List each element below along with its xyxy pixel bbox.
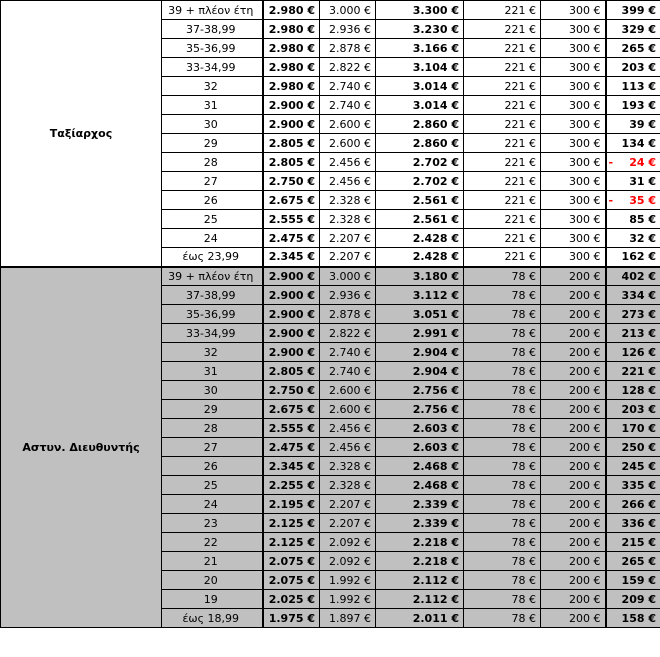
base-salary-cell: 2.878 € — [320, 39, 376, 58]
base-salary-cell: 2.600 € — [320, 115, 376, 134]
base-salary-cell: 2.822 € — [320, 58, 376, 77]
new-salary-cell: 3.300 € — [376, 1, 464, 20]
current-salary-cell: 2.125 € — [263, 514, 320, 533]
difference-cell: 193 € — [606, 96, 660, 115]
difference-cell: 265 € — [606, 552, 660, 571]
years-cell: 30 — [162, 115, 263, 134]
current-salary-cell: 2.805 € — [263, 134, 320, 153]
difference-value: 35 € — [629, 193, 656, 207]
new-salary-cell: 2.603 € — [376, 438, 464, 457]
allowance-cell: 221 € — [464, 1, 541, 20]
negative-sign: - — [608, 193, 614, 207]
bonus-cell: 300 € — [541, 96, 606, 115]
years-cell: 30 — [162, 381, 263, 400]
bonus-cell: 200 € — [541, 362, 606, 381]
bonus-cell: 300 € — [541, 39, 606, 58]
years-cell: 22 — [162, 533, 263, 552]
difference-cell: 159 € — [606, 571, 660, 590]
difference-cell: 203 € — [606, 58, 660, 77]
allowance-cell: 78 € — [464, 419, 541, 438]
base-salary-cell: 2.936 € — [320, 286, 376, 305]
difference-cell: 170 € — [606, 419, 660, 438]
base-salary-cell: 3.000 € — [320, 1, 376, 20]
allowance-cell: 78 € — [464, 362, 541, 381]
difference-cell: 128 € — [606, 381, 660, 400]
new-salary-cell: 3.014 € — [376, 96, 464, 115]
current-salary-cell: 2.125 € — [263, 533, 320, 552]
current-salary-cell: 2.900 € — [263, 115, 320, 134]
new-salary-cell: 2.112 € — [376, 590, 464, 609]
base-salary-cell: 2.456 € — [320, 172, 376, 191]
base-salary-cell: 2.092 € — [320, 533, 376, 552]
base-salary-cell: 2.328 € — [320, 191, 376, 210]
allowance-cell: 78 € — [464, 438, 541, 457]
bonus-cell: 300 € — [541, 229, 606, 248]
current-salary-cell: 2.980 € — [263, 58, 320, 77]
bonus-cell: 200 € — [541, 590, 606, 609]
years-cell: 27 — [162, 172, 263, 191]
allowance-cell: 221 € — [464, 96, 541, 115]
new-salary-cell: 3.104 € — [376, 58, 464, 77]
years-cell: 24 — [162, 495, 263, 514]
new-salary-cell: 2.561 € — [376, 210, 464, 229]
bonus-cell: 200 € — [541, 419, 606, 438]
years-cell: έως 18,99 — [162, 609, 263, 628]
allowance-cell: 221 € — [464, 134, 541, 153]
new-salary-cell: 2.339 € — [376, 495, 464, 514]
current-salary-cell: 2.980 € — [263, 39, 320, 58]
new-salary-cell: 2.218 € — [376, 533, 464, 552]
current-salary-cell: 2.900 € — [263, 305, 320, 324]
allowance-cell: 78 € — [464, 609, 541, 628]
bonus-cell: 200 € — [541, 381, 606, 400]
allowance-cell: 78 € — [464, 590, 541, 609]
years-cell: 33-34,99 — [162, 58, 263, 77]
bonus-cell: 300 € — [541, 210, 606, 229]
years-cell: 35-36,99 — [162, 39, 263, 58]
current-salary-cell: 2.980 € — [263, 1, 320, 20]
new-salary-cell: 2.756 € — [376, 400, 464, 419]
base-salary-cell: 2.207 € — [320, 248, 376, 267]
bonus-cell: 300 € — [541, 191, 606, 210]
new-salary-cell: 2.428 € — [376, 248, 464, 267]
base-salary-cell: 2.092 € — [320, 552, 376, 571]
years-cell: 25 — [162, 210, 263, 229]
years-cell: 33-34,99 — [162, 324, 263, 343]
years-cell: 32 — [162, 77, 263, 96]
base-salary-cell: 2.328 € — [320, 476, 376, 495]
rank-cell: Αστυν. Διευθυντής — [1, 267, 162, 628]
current-salary-cell: 2.555 € — [263, 419, 320, 438]
bonus-cell: 200 € — [541, 400, 606, 419]
difference-cell: 158 € — [606, 609, 660, 628]
difference-cell: 245 € — [606, 457, 660, 476]
difference-cell: 273 € — [606, 305, 660, 324]
bonus-cell: 200 € — [541, 495, 606, 514]
new-salary-cell: 2.339 € — [376, 514, 464, 533]
allowance-cell: 78 € — [464, 571, 541, 590]
new-salary-cell: 2.904 € — [376, 343, 464, 362]
allowance-cell: 221 € — [464, 77, 541, 96]
difference-cell: 203 € — [606, 400, 660, 419]
difference-cell: 32 € — [606, 229, 660, 248]
difference-cell: 215 € — [606, 533, 660, 552]
base-salary-cell: 2.328 € — [320, 210, 376, 229]
bonus-cell: 200 € — [541, 514, 606, 533]
base-salary-cell: 1.897 € — [320, 609, 376, 628]
difference-cell — [606, 153, 660, 172]
new-salary-cell: 3.180 € — [376, 267, 464, 286]
salary-table-body — [1, 1, 660, 628]
bonus-cell: 200 € — [541, 305, 606, 324]
new-salary-cell: 2.702 € — [376, 172, 464, 191]
base-salary-cell: 2.740 € — [320, 362, 376, 381]
allowance-cell: 221 € — [464, 153, 541, 172]
current-salary-cell: 2.675 € — [263, 191, 320, 210]
bonus-cell: 200 € — [541, 552, 606, 571]
base-salary-cell: 2.822 € — [320, 324, 376, 343]
current-salary-cell: 1.975 € — [263, 609, 320, 628]
current-salary-cell: 2.195 € — [263, 495, 320, 514]
base-salary-cell: 2.936 € — [320, 20, 376, 39]
new-salary-cell: 2.904 € — [376, 362, 464, 381]
years-cell: 25 — [162, 476, 263, 495]
bonus-cell: 300 € — [541, 134, 606, 153]
base-salary-cell: 2.207 € — [320, 514, 376, 533]
years-cell: 31 — [162, 362, 263, 381]
years-cell: 39 + πλέον έτη — [162, 267, 263, 286]
bonus-cell: 300 € — [541, 153, 606, 172]
current-salary-cell: 2.075 € — [263, 552, 320, 571]
current-salary-cell: 2.675 € — [263, 400, 320, 419]
bonus-cell: 200 € — [541, 324, 606, 343]
bonus-cell: 200 € — [541, 438, 606, 457]
current-salary-cell: 2.345 € — [263, 248, 320, 267]
allowance-cell: 78 € — [464, 286, 541, 305]
new-salary-cell: 2.991 € — [376, 324, 464, 343]
base-salary-cell: 2.740 € — [320, 343, 376, 362]
allowance-cell: 78 € — [464, 267, 541, 286]
new-salary-cell: 2.112 € — [376, 571, 464, 590]
years-cell: 28 — [162, 153, 263, 172]
allowance-cell: 221 € — [464, 20, 541, 39]
base-salary-cell: 2.600 € — [320, 400, 376, 419]
difference-cell: 31 € — [606, 172, 660, 191]
new-salary-cell: 3.014 € — [376, 77, 464, 96]
difference-cell: 329 € — [606, 20, 660, 39]
current-salary-cell: 2.900 € — [263, 286, 320, 305]
bonus-cell: 200 € — [541, 571, 606, 590]
difference-value: 24 € — [629, 155, 656, 169]
new-salary-cell: 2.428 € — [376, 229, 464, 248]
new-salary-cell: 2.603 € — [376, 419, 464, 438]
allowance-cell: 78 € — [464, 533, 541, 552]
difference-cell: 265 € — [606, 39, 660, 58]
bonus-cell: 200 € — [541, 533, 606, 552]
new-salary-cell: 2.860 € — [376, 115, 464, 134]
bonus-cell: 200 € — [541, 286, 606, 305]
difference-cell: 266 € — [606, 495, 660, 514]
new-salary-cell: 2.468 € — [376, 457, 464, 476]
base-salary-cell: 2.600 € — [320, 134, 376, 153]
bonus-cell: 300 € — [541, 248, 606, 267]
difference-cell: 335 € — [606, 476, 660, 495]
current-salary-cell: 2.475 € — [263, 438, 320, 457]
current-salary-cell: 2.075 € — [263, 571, 320, 590]
base-salary-cell: 3.000 € — [320, 267, 376, 286]
bonus-cell: 200 € — [541, 343, 606, 362]
current-salary-cell: 2.255 € — [263, 476, 320, 495]
base-salary-cell: 2.740 € — [320, 77, 376, 96]
years-cell: 39 + πλέον έτη — [162, 1, 263, 20]
bonus-cell: 300 € — [541, 20, 606, 39]
current-salary-cell: 2.980 € — [263, 77, 320, 96]
allowance-cell: 78 € — [464, 552, 541, 571]
new-salary-cell: 2.860 € — [376, 134, 464, 153]
allowance-cell: 78 € — [464, 495, 541, 514]
difference-cell: 334 € — [606, 286, 660, 305]
current-salary-cell: 2.980 € — [263, 20, 320, 39]
base-salary-cell: 2.456 € — [320, 153, 376, 172]
difference-cell: 39 € — [606, 115, 660, 134]
new-salary-cell: 2.468 € — [376, 476, 464, 495]
allowance-cell: 221 € — [464, 39, 541, 58]
current-salary-cell: 2.555 € — [263, 210, 320, 229]
allowance-cell: 221 € — [464, 229, 541, 248]
table-row — [1, 267, 660, 286]
allowance-cell: 78 € — [464, 343, 541, 362]
current-salary-cell: 2.900 € — [263, 96, 320, 115]
bonus-cell: 300 € — [541, 77, 606, 96]
allowance-cell: 221 € — [464, 172, 541, 191]
difference-cell: 113 € — [606, 77, 660, 96]
current-salary-cell: 2.900 € — [263, 343, 320, 362]
new-salary-cell: 2.011 € — [376, 609, 464, 628]
bonus-cell: 200 € — [541, 457, 606, 476]
years-cell: 32 — [162, 343, 263, 362]
years-cell: 37-38,99 — [162, 20, 263, 39]
allowance-cell: 78 € — [464, 381, 541, 400]
new-salary-cell: 2.702 € — [376, 153, 464, 172]
current-salary-cell: 2.805 € — [263, 362, 320, 381]
difference-cell — [606, 191, 660, 210]
years-cell: 35-36,99 — [162, 305, 263, 324]
allowance-cell: 78 € — [464, 457, 541, 476]
allowance-cell: 221 € — [464, 191, 541, 210]
current-salary-cell: 2.900 € — [263, 267, 320, 286]
difference-cell: 162 € — [606, 248, 660, 267]
base-salary-cell: 2.207 € — [320, 229, 376, 248]
allowance-cell: 221 € — [464, 210, 541, 229]
allowance-cell: 78 € — [464, 324, 541, 343]
difference-cell: 221 € — [606, 362, 660, 381]
years-cell: έως 23,99 — [162, 248, 263, 267]
current-salary-cell: 2.345 € — [263, 457, 320, 476]
allowance-cell: 78 € — [464, 305, 541, 324]
years-cell: 29 — [162, 400, 263, 419]
years-cell: 28 — [162, 419, 263, 438]
new-salary-cell: 2.218 € — [376, 552, 464, 571]
allowance-cell: 221 € — [464, 248, 541, 267]
years-cell: 20 — [162, 571, 263, 590]
difference-cell: 209 € — [606, 590, 660, 609]
allowance-cell: 221 € — [464, 115, 541, 134]
base-salary-cell: 2.878 € — [320, 305, 376, 324]
rank-cell: Ταξίαρχος — [1, 1, 162, 267]
difference-cell: 336 € — [606, 514, 660, 533]
years-cell: 24 — [162, 229, 263, 248]
years-cell: 37-38,99 — [162, 286, 263, 305]
negative-sign: - — [608, 155, 614, 169]
base-salary-cell: 2.456 € — [320, 438, 376, 457]
allowance-cell: 78 € — [464, 514, 541, 533]
allowance-cell: 78 € — [464, 400, 541, 419]
difference-cell: 134 € — [606, 134, 660, 153]
current-salary-cell: 2.805 € — [263, 153, 320, 172]
base-salary-cell: 2.456 € — [320, 419, 376, 438]
base-salary-cell: 2.328 € — [320, 457, 376, 476]
current-salary-cell: 2.900 € — [263, 324, 320, 343]
bonus-cell: 200 € — [541, 267, 606, 286]
base-salary-cell: 2.740 € — [320, 96, 376, 115]
years-cell: 31 — [162, 96, 263, 115]
base-salary-cell: 2.600 € — [320, 381, 376, 400]
years-cell: 19 — [162, 590, 263, 609]
current-salary-cell: 2.750 € — [263, 381, 320, 400]
difference-cell: 250 € — [606, 438, 660, 457]
difference-cell: 399 € — [606, 1, 660, 20]
new-salary-cell: 3.112 € — [376, 286, 464, 305]
years-cell: 23 — [162, 514, 263, 533]
bonus-cell: 300 € — [541, 115, 606, 134]
new-salary-cell: 2.561 € — [376, 191, 464, 210]
years-cell: 21 — [162, 552, 263, 571]
difference-cell: 213 € — [606, 324, 660, 343]
base-salary-cell: 2.207 € — [320, 495, 376, 514]
allowance-cell: 221 € — [464, 58, 541, 77]
bonus-cell: 300 € — [541, 58, 606, 77]
years-cell: 26 — [162, 191, 263, 210]
bonus-cell: 300 € — [541, 1, 606, 20]
current-salary-cell: 2.750 € — [263, 172, 320, 191]
years-cell: 29 — [162, 134, 263, 153]
bonus-cell: 200 € — [541, 476, 606, 495]
base-salary-cell: 1.992 € — [320, 571, 376, 590]
difference-cell: 85 € — [606, 210, 660, 229]
current-salary-cell: 2.025 € — [263, 590, 320, 609]
years-cell: 27 — [162, 438, 263, 457]
difference-cell: 402 € — [606, 267, 660, 286]
current-salary-cell: 2.475 € — [263, 229, 320, 248]
base-salary-cell: 1.992 € — [320, 590, 376, 609]
bonus-cell: 200 € — [541, 609, 606, 628]
difference-cell: 126 € — [606, 343, 660, 362]
years-cell: 26 — [162, 457, 263, 476]
table-row — [1, 1, 660, 20]
new-salary-cell: 3.051 € — [376, 305, 464, 324]
new-salary-cell: 2.756 € — [376, 381, 464, 400]
new-salary-cell: 3.166 € — [376, 39, 464, 58]
new-salary-cell: 3.230 € — [376, 20, 464, 39]
allowance-cell: 78 € — [464, 476, 541, 495]
bonus-cell: 300 € — [541, 172, 606, 191]
